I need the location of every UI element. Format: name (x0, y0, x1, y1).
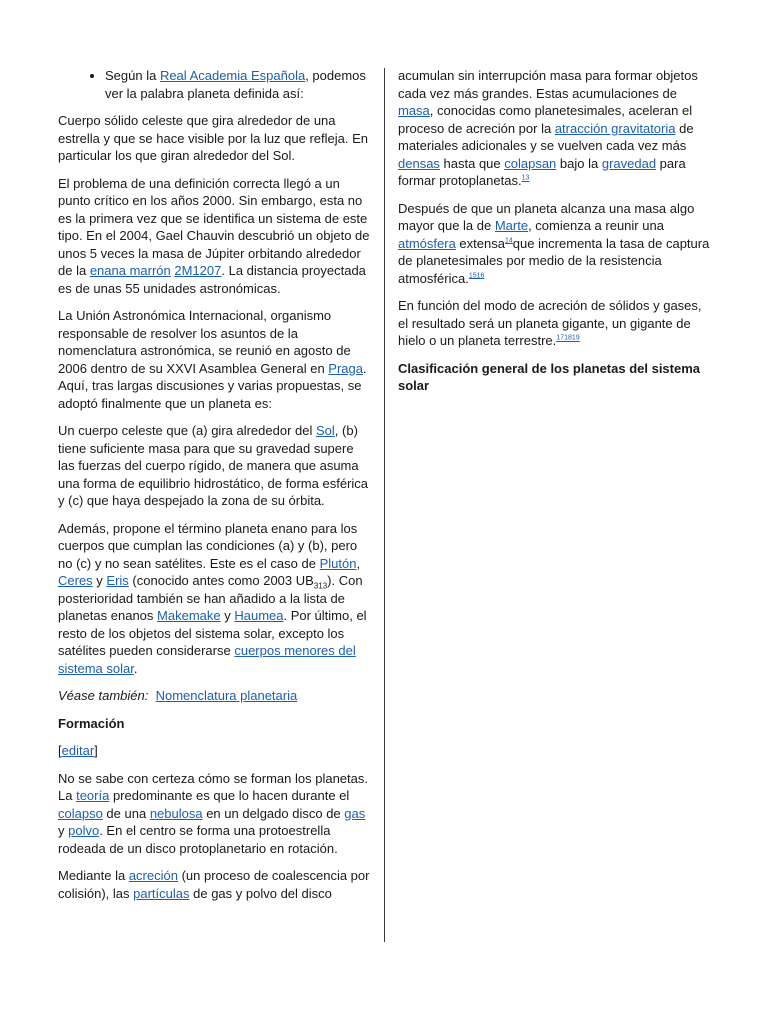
paragraph-problem (58, 175, 370, 298)
link-ceres[interactable]: Ceres (58, 573, 93, 588)
formation-text-3: de una (102, 805, 150, 821)
conjunction: y (92, 573, 107, 588)
link-densas[interactable]: densas (398, 155, 440, 171)
link-gravedad[interactable]: gravedad (601, 155, 657, 171)
link-polvo[interactable]: polvo (68, 823, 100, 838)
link-enana-marron[interactable]: enana marrón (89, 263, 171, 278)
reference-17-18-19[interactable]: 171819 (556, 334, 580, 342)
heading-formacion: Formación (58, 715, 125, 731)
atmosphere-text-2: , comienza a reunir una (528, 218, 664, 233)
link-colapsan[interactable]: colapsan (504, 155, 557, 171)
link-nebulosa[interactable]: nebulosa (149, 805, 203, 821)
period: . (133, 660, 138, 676)
paragraph-formation (58, 770, 370, 858)
dwarf-text-2: (conocido antes como 2003 UB (128, 573, 314, 588)
edit-section (58, 742, 370, 760)
conjunction: y (220, 608, 235, 623)
bracket-open: [ (58, 743, 62, 758)
paragraph-iau (58, 307, 370, 412)
paragraph-dwarf-planets (58, 520, 370, 678)
paragraph-problem-text-end: . La distancia proyectada es de unas 55 unidades astronómicas. (58, 263, 366, 296)
column-divider (384, 68, 385, 942)
accretion-text-3: de gas y polvo del disco (189, 885, 332, 901)
planetesimals-text-4: hasta que (439, 155, 505, 171)
atmosphere-text-4: que incrementa la tasa de captura de planetesimales por medio de la resistencia atmosférica. (398, 235, 710, 286)
reference-15-16[interactable]: 1516 (468, 272, 485, 280)
paragraph-outcome (398, 297, 710, 350)
link-cuerpos-menores[interactable]: cuerpos menores del sistema solar (58, 643, 356, 676)
link-atmosfera[interactable]: atmósfera (398, 235, 456, 251)
rae-list (58, 67, 370, 102)
rae-list-item (105, 67, 370, 102)
bracket-close: ] (94, 743, 98, 758)
dwarf-text: Además, propone el término planeta enano para los cuerpos que cumplan las condiciones (a) y (b), pero no (c) y no sean satélites. Este es el caso de (58, 520, 358, 571)
atmosphere-text: Después de que un planeta alcanza una masa algo mayor que la de (398, 200, 695, 233)
subscript-313: 313 (313, 581, 328, 591)
paragraph-atmosphere (398, 200, 710, 288)
link-marte[interactable]: Marte (494, 218, 529, 233)
link-pluton[interactable]: Plutón (319, 555, 357, 571)
formation-text-4: en un delgado disco de (202, 805, 345, 821)
dwarf-text-4: . Por último, el resto de los objetos del sistema solar, excepto los satélites pueden considerarse (58, 608, 367, 658)
planetesimals-text-5: bajo la (556, 155, 602, 171)
link-colapso[interactable]: colapso (58, 805, 103, 821)
link-gas[interactable]: gas (344, 805, 366, 821)
conjunction: y (58, 823, 69, 838)
paragraph-problem-text: El problema de una definición correcta llegó a un punto crítico en los años 2000. Sin embargo, esta no es la primera vez que se identifica un sistema de este tipo. En el 2004, Gael Chauvin descubrió un objeto de unos 5 veces la masa de Júpiter orbitando alrededor de la (58, 175, 370, 278)
link-praga[interactable]: Praga (328, 360, 363, 376)
see-also (58, 687, 370, 705)
right-column (398, 67, 710, 405)
link-nomenclatura-planetaria[interactable]: Nomenclatura planetaria (155, 688, 298, 703)
link-particulas[interactable]: partículas (133, 885, 190, 901)
link-makemake[interactable]: Makemake (157, 608, 221, 623)
link-teoria[interactable]: teoría (76, 788, 110, 803)
heading-clasificacion: Clasificación general de los planetas del sistema solar (398, 360, 701, 393)
see-also-label: Véase también: (58, 688, 149, 703)
paragraph-iau-text: La Unión Astronómica Internacional, organismo responsable de resolver los asuntos de la nomenclatura astronómica, se reunió en agosto de 2006 dentro de su XXVI Asamblea General en (58, 308, 351, 376)
link-editar[interactable]: editar (61, 743, 95, 758)
formation-text: No se sabe con certeza cómo se forman los planetas. La (58, 770, 368, 803)
outcome-text: En función del modo de acreción de sólidos y gases, el resultado será un planeta gigante, un gigante de hielo o un planeta terrestre. (398, 298, 702, 348)
link-atraccion-gravitatoria[interactable]: atracción gravitatoria (554, 120, 676, 136)
link-real-academia[interactable]: Real Academia Española (159, 68, 306, 83)
rae-intro-text: Según la (105, 68, 160, 83)
definition-paragraph: Cuerpo sólido celeste que gira alrededor de una estrella y que se hace visible por la luz que refleja. En particular los que giran alrededor del Sol. (58, 113, 369, 163)
comma: , (356, 555, 361, 571)
planetesimals-text: acumulan sin interrupción masa para formar objetos cada vez más grandes. Estas acumulaciones de (398, 68, 698, 101)
planetesimals-text-6: para formar protoplanetas. (398, 155, 686, 188)
reference-13[interactable]: 13 (521, 174, 530, 182)
paragraph-definition-text: Un cuerpo celeste que (a) gira alrededor del (58, 423, 316, 438)
atmosphere-text-3: extensa (455, 235, 505, 251)
formation-text-2: predominante es que lo hacen durante el (109, 788, 350, 803)
dwarf-text-3: ). Con posterioridad también se han añadido a la lista de planetas enanos (58, 573, 363, 623)
planetesimals-text-2: , conocidas como planetesimales, aceleran el proceso de acreción por la (398, 103, 693, 136)
link-2m1207[interactable]: 2M1207 (174, 263, 222, 278)
link-haumea[interactable]: Haumea (234, 608, 284, 623)
paragraph-accretion (58, 867, 370, 902)
formation-text-5: . En el centro se forma una protoestrella rodeada de un disco protoplanetario en rotación. (58, 823, 338, 856)
link-sol[interactable]: Sol (315, 423, 335, 438)
paragraph-iau-text-end: . Aquí, tras largas discusiones y varias propuestas, se adoptó finalmente que un planeta es: (58, 360, 367, 411)
accretion-text: Mediante la (58, 868, 129, 883)
planetesimals-text-3: de materiales adicionales y se vuelven cada vez más (398, 120, 694, 153)
link-eris[interactable]: Eris (106, 573, 129, 588)
accretion-text-2: (un proceso de coalescencia por colisión), las (58, 868, 370, 901)
paragraph-definition-text-end: , (b) tiene suficiente masa para que su gravedad supere las fuerzas del cuerpo rígido, de manera que asuma una forma de equilibrio hidrostático, de forma esférica y (c) que haya despejado la zona de su órbita. (58, 423, 368, 508)
paragraph-planetesimals (398, 67, 710, 190)
rae-rest-text: , podemos ver la palabra planeta definida así: (105, 68, 366, 101)
link-acrecion[interactable]: acreción (128, 868, 178, 883)
paragraph-definition-iau (58, 422, 370, 510)
left-column (58, 67, 370, 912)
reference-14[interactable]: 14 (504, 237, 513, 245)
link-masa[interactable]: masa (398, 103, 430, 118)
